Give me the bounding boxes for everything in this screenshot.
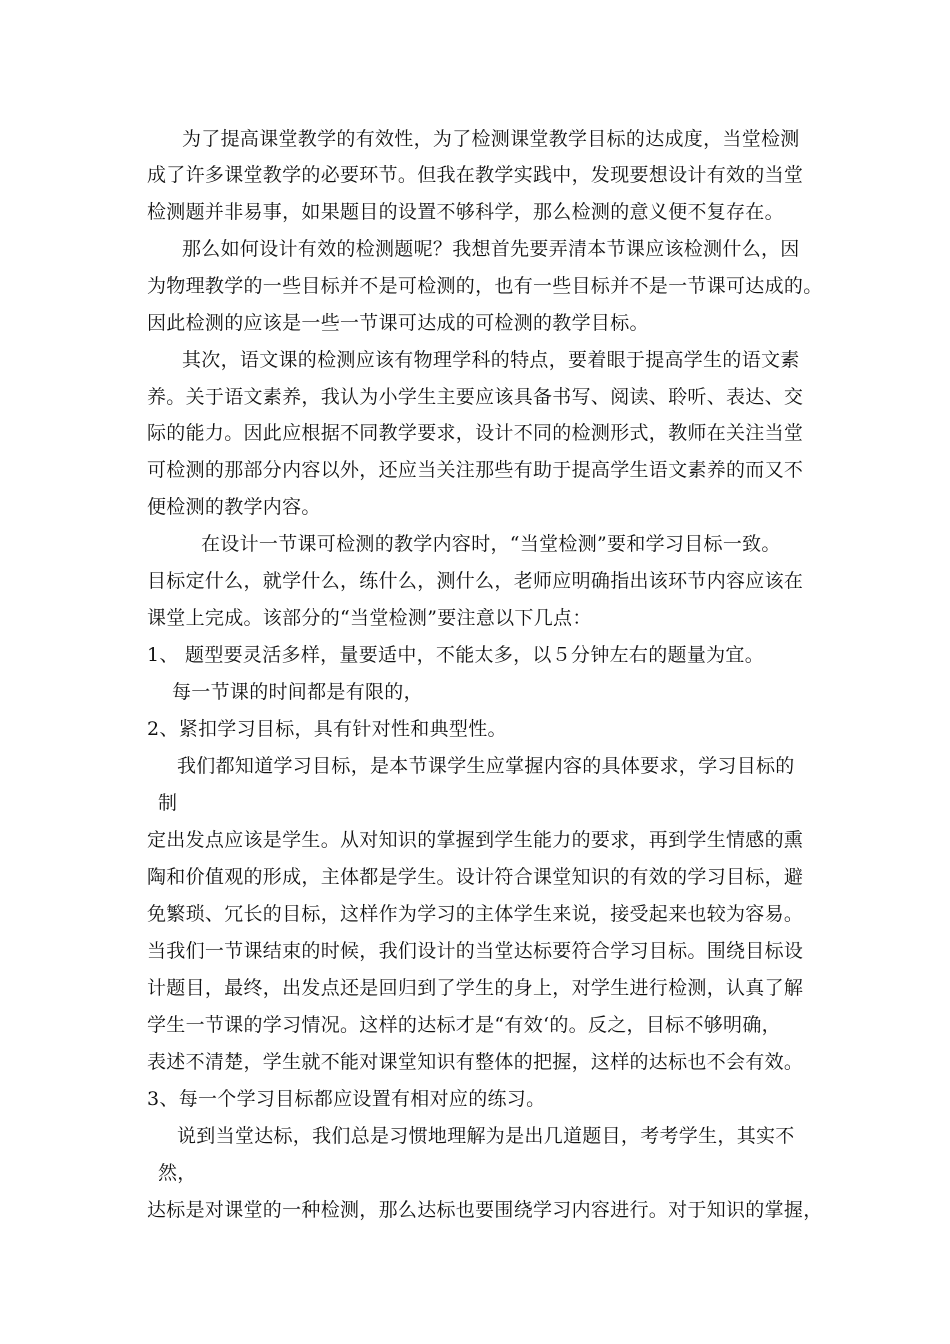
text-line: 然， [158,1162,197,1184]
text-line: 陶和价值观的形成，主体都是学生。设计符合课堂知识的有效的学习目标，避 [147,866,804,888]
text-line: 因此检测的应该是一些一节课可达成的可检测的教学目标。 [147,312,649,334]
text-line: 计题目，最终，出发点还是回归到了学生的身上，对学生进行检测，认真了解 [147,977,804,999]
text-line: 便检测的教学内容。 [147,496,321,518]
text-line: 在设计一节课可检测的教学内容时，“当堂检测”要和学习目标一致。 [201,533,781,555]
text-line: 养。关于语文素养，我认为小学生主要应该具备书写、阅读、聆听、表达、交 [147,386,804,408]
text-line: 学生一节课的学习情况。这样的达标才是“有效‘的。反之，目标不够明确， [147,1014,781,1036]
text-line: 检测题并非易事，如果题目的设置不够科学，那么检测的意义便不复存在。 [147,201,784,223]
text-line: 制 [158,792,178,814]
list-item: 1、 题型要灵活多样，量要适中，不能太多，以５分钟左右的题量为宜。 [147,644,765,666]
text-line: 那么如何设计有效的检测题呢？我想首先要弄清本节课应该检测什么，因 [182,238,800,260]
text-line: 为了提高课堂教学的有效性，为了检测课堂教学目标的达成度，当堂检测 [182,128,800,150]
text-line: 际的能力。因此应根据不同教学要求，设计不同的检测形式，教师在关注当堂 [147,422,804,444]
text-line: 课堂上完成。该部分的“当堂检测”要注意以下几点： [147,607,592,629]
list-item: 2、紧扣学习目标，具有针对性和典型性。 [147,718,507,740]
text-line: 当我们一节课结束的时候，我们设计的当堂达标要符合学习目标。围绕目标设 [147,940,804,962]
text-line: 其次，语文课的检测应该有物理学科的特点，要着眼于提高学生的语文素 [182,349,800,371]
text-line: 说到当堂达标，我们总是习惯地理解为是出几道题目，考考学生，其实不 [177,1125,795,1147]
text-line: 可检测的那部分内容以外，还应当关注那些有助于提高学生语文素养的而又不 [147,459,804,481]
text-line: 我们都知道学习目标，是本节课学生应掌握内容的具体要求，学习目标的 [177,755,795,777]
text-line: 为物理教学的一些目标并不是可检测的，也有一些目标并不是一节课可达成的。 [147,275,823,297]
list-item: 3、每一个学习目标都应设置有相对应的练习。 [147,1088,546,1110]
text-line: 每一节课的时间都是有限的， [172,681,423,703]
text-line: 成了许多课堂教学的必要环节。但我在教学实践中，发现要想设计有效的当堂 [147,164,804,186]
text-line: 定出发点应该是学生。从对知识的掌握到学生能力的要求，再到学生情感的熏 [147,829,804,851]
text-line: 表述不清楚，学生就不能对课堂知识有整体的把握，这样的达标也不会有效。 [147,1051,804,1073]
text-line: 目标定什么，就学什么，练什么，测什么，老师应明确指出该环节内容应该在 [147,570,804,592]
text-line: 免繁琐、冗长的目标，这样作为学习的主体学生来说，接受起来也较为容易。 [147,903,804,925]
text-line: 达标是对课堂的一种检测，那么达标也要围绕学习内容进行。对于知识的掌握， [147,1199,823,1221]
